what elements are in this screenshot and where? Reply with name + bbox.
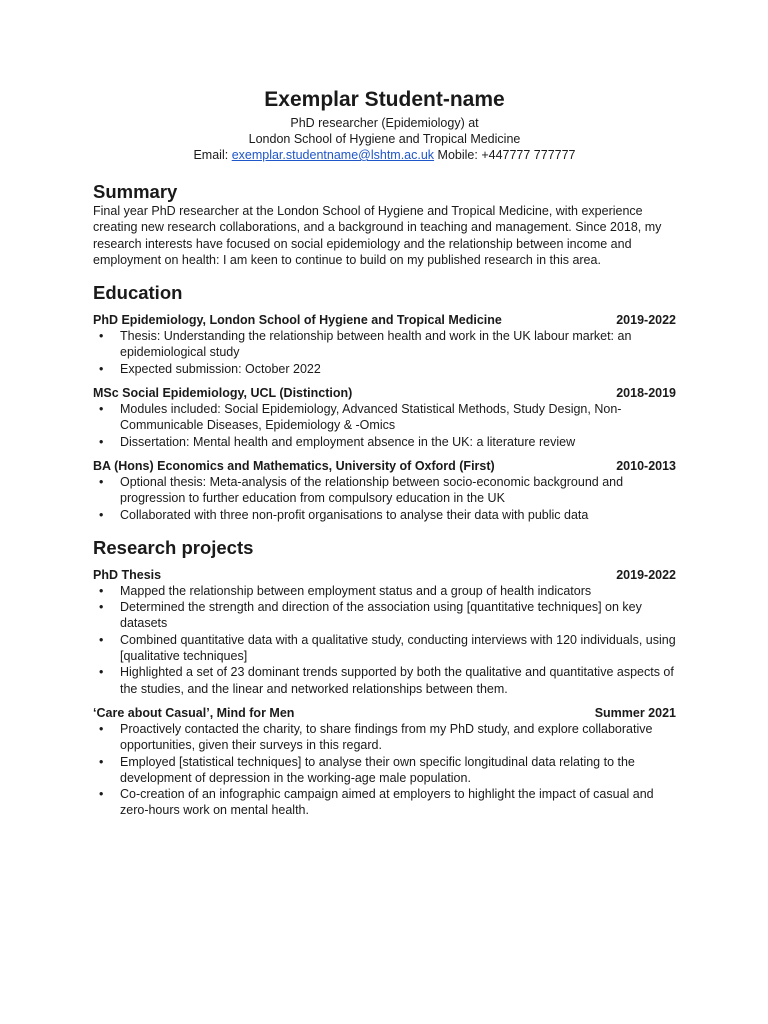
mobile-number: Mobile: +447777 777777 xyxy=(437,148,576,162)
bullet-item xyxy=(93,786,676,819)
bullet-text: Determined the strength and direction of the association using [quantitative techniques] on key datasets xyxy=(120,600,642,631)
education-entry-ba xyxy=(93,458,676,523)
entry-title: MSc Social Epidemiology, UCL (Distinction) xyxy=(93,386,353,401)
entry-title: PhD Epidemiology, London School of Hygiene and Tropical Medicine xyxy=(93,313,502,328)
bullet-icon: • xyxy=(99,329,104,344)
contact-line xyxy=(93,147,676,163)
bullet-icon: • xyxy=(99,600,104,615)
entry-header xyxy=(93,385,676,401)
bullet-list xyxy=(93,721,676,819)
bullet-text: Co-creation of an infographic campaign aimed at employers to highlight the impact of casual and zero-hours work on mental health. xyxy=(120,787,654,818)
entry-dates: 2019-2022 xyxy=(616,313,676,328)
bullet-icon: • xyxy=(99,402,104,417)
bullet-item xyxy=(93,507,676,523)
bullet-icon: • xyxy=(99,754,104,769)
entry-title: PhD Thesis xyxy=(93,567,162,582)
bullet-text: Highlighted a set of 23 dominant trends supported by both the qualitative and quantitative aspects of the studies, and the linear and networked relationships between them. xyxy=(120,665,674,696)
bullet-icon: • xyxy=(99,632,104,647)
research-entry-thesis xyxy=(93,567,676,697)
bullet-icon: • xyxy=(99,583,104,598)
role-line: PhD researcher (Epidemiology) at xyxy=(290,116,479,130)
bullet-item xyxy=(93,401,676,434)
cv-content xyxy=(93,88,676,819)
bullet-text: Proactively contacted the charity, to share findings from my PhD study, and explore collaborative opportunities, given their surveys in this regard. xyxy=(120,721,653,753)
bullet-item xyxy=(93,599,676,632)
entry-dates: 2018-2019 xyxy=(616,386,676,401)
education-entry-msc xyxy=(93,385,676,450)
entry-header xyxy=(93,458,676,474)
bullet-item xyxy=(93,361,676,377)
bullet-list xyxy=(93,328,676,377)
entry-header xyxy=(93,705,676,721)
bullet-item xyxy=(93,328,676,361)
bullet-item xyxy=(93,434,676,450)
bullet-text: Mapped the relationship between employment status and a group of health indicators xyxy=(120,583,592,598)
research-section xyxy=(93,537,676,819)
entry-dates: 2010-2013 xyxy=(616,458,676,473)
bullet-icon: • xyxy=(99,474,104,489)
summary-paragraph: Final year PhD researcher at the London School of Hygiene and Tropical Medicine, with experience creating new research collaborations, and a background in teaching and management. Since 2018, my research interests have focused on social epidemiology and the relationship between income and employment on health: I am keen to continue to build on my published research in this area. xyxy=(93,204,662,267)
entry-header xyxy=(93,567,676,583)
education-entry-phd xyxy=(93,312,676,377)
bullet-item xyxy=(93,583,676,599)
bullet-icon: • xyxy=(99,434,104,449)
bullet-list xyxy=(93,474,676,523)
bullet-text: Optional thesis: Meta-analysis of the relationship between socio-economic background and progression to further education from compulsory education in the UK xyxy=(120,474,624,506)
bullet-item xyxy=(93,721,676,754)
bullet-item xyxy=(93,474,676,507)
bullet-text: Expected submission: October 2022 xyxy=(120,361,321,376)
bullet-list xyxy=(93,583,676,697)
summary-heading: Summary xyxy=(93,181,178,202)
bullet-icon: • xyxy=(99,665,104,680)
bullet-icon: • xyxy=(99,721,104,736)
entry-title: ‘Care about Casual’, Mind for Men xyxy=(93,705,295,720)
bullet-icon: • xyxy=(99,361,104,376)
email-label: Email: xyxy=(193,148,229,162)
education-section xyxy=(93,282,676,523)
institution-line: London School of Hygiene and Tropical Medicine xyxy=(248,132,521,146)
research-heading: Research projects xyxy=(93,536,254,558)
entry-title: BA (Hons) Economics and Mathematics, University of Oxford (First) xyxy=(93,458,495,473)
bullet-icon: • xyxy=(99,787,104,802)
education-heading: Education xyxy=(93,282,183,304)
candidate-name: Exemplar Student-name xyxy=(264,88,505,111)
bullet-item xyxy=(93,664,676,697)
bullet-item xyxy=(93,632,676,665)
bullet-text: Dissertation: Mental health and employment absence in the UK: a literature review xyxy=(120,434,576,449)
bullet-text: Modules included: Social Epidemiology, Advanced Statistical Methods, Study Design, Non-Communicable Diseases, Epidemiology & -Omics xyxy=(120,402,622,433)
bullet-item xyxy=(93,754,676,787)
entry-dates: Summer 2021 xyxy=(594,705,676,720)
research-entry-mind-for-men xyxy=(93,705,676,819)
bullet-text: Thesis: Understanding the relationship between health and work in the UK labour market: an epidemiological study xyxy=(120,329,632,360)
bullet-icon: • xyxy=(99,507,104,522)
bullet-list xyxy=(93,401,676,450)
entry-header xyxy=(93,312,676,328)
bullet-text: Employed [statistical techniques] to analyse their own specific longitudinal data relating to the development of depression in the working-age male population. xyxy=(120,754,635,785)
bullet-text: Combined quantitative data with a qualitative study, conducting interviews with 120 individuals, using [qualitative techniques] xyxy=(120,632,676,664)
entry-dates: 2019-2022 xyxy=(616,567,676,582)
cv-header xyxy=(93,88,676,163)
email-link[interactable]: exemplar.studentname@lshtm.ac.uk xyxy=(231,148,435,162)
bullet-text: Collaborated with three non-profit organisations to analyse their data with public data xyxy=(120,507,589,522)
